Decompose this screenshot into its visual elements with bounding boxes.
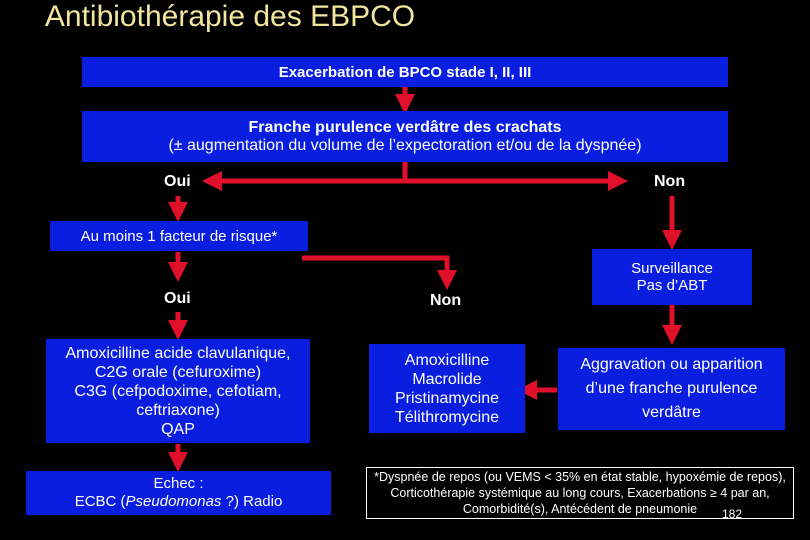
stage-text: Exacerbation de BPCO stade I, II, III <box>278 63 532 81</box>
label-oui-mid: Oui <box>164 290 191 307</box>
alt-line2: Macrolide <box>412 370 482 388</box>
purulence-line2: (± augmentation du volume de l’expectoration et/ou de la dyspnée) <box>168 136 642 154</box>
arrow-risk-to-non <box>302 258 447 280</box>
amoxi-line4: ceftriaxone) <box>136 401 220 419</box>
purulence-line1: Franche purulence verdâtre des crachats <box>248 118 562 136</box>
box-risk-factor <box>50 221 308 251</box>
box-purulence <box>82 111 728 162</box>
label-non-top: Non <box>654 173 686 190</box>
echec-italic: Pseudomonas <box>125 493 222 510</box>
box-amoxicilline-treatment <box>46 339 310 443</box>
footnote-risk-factors: *Dyspnée de repos (ou VEMS < 35% en état stable, hypoxémie de repos), Corticothérapie systémique au long cours, Exacerbations ≥ 4 par an, Comorbidité(s), Antécédent de pneumonie <box>366 467 794 519</box>
echec-line1: Echec : <box>153 475 204 492</box>
box-surveillance <box>592 249 752 305</box>
alt-line1: Amoxicilline <box>404 351 490 369</box>
echec-suffix: ?) Radio <box>221 493 283 510</box>
alt-line4: Télithromycine <box>394 408 500 426</box>
label-non-mid: Non <box>430 292 462 309</box>
amoxi-line1: Amoxicilline acide clavulanique, <box>65 344 291 362</box>
slide-title: Antibiothérapie des EBPCO <box>44 0 416 33</box>
box-echec <box>26 471 331 515</box>
risk-text: Au moins 1 facteur de risque* <box>80 227 278 245</box>
aggravation-line1: Aggravation ou apparition <box>580 356 763 373</box>
box-aggravation <box>558 348 785 430</box>
surveillance-line1: Surveillance <box>631 260 713 277</box>
alt-line3: Pristinamycine <box>394 389 500 407</box>
box-alternative-treatment <box>369 344 525 433</box>
page-number: 182 <box>722 507 743 521</box>
label-oui-top: Oui <box>164 173 191 190</box>
amoxi-line5: QAP <box>161 420 195 438</box>
aggravation-line3: verdâtre <box>642 404 701 421</box>
amoxi-line2: C2G orale (cefuroxime) <box>94 363 262 381</box>
amoxi-line3: C3G (cefpodoxime, cefotiam, <box>74 382 282 400</box>
surveillance-line2: Pas d’ABT <box>636 277 708 294</box>
aggravation-line2: d’une franche purulence <box>585 380 758 397</box>
box-stage <box>82 57 728 87</box>
echec-line2 <box>75 493 283 511</box>
echec-prefix: ECBC ( <box>74 493 126 510</box>
